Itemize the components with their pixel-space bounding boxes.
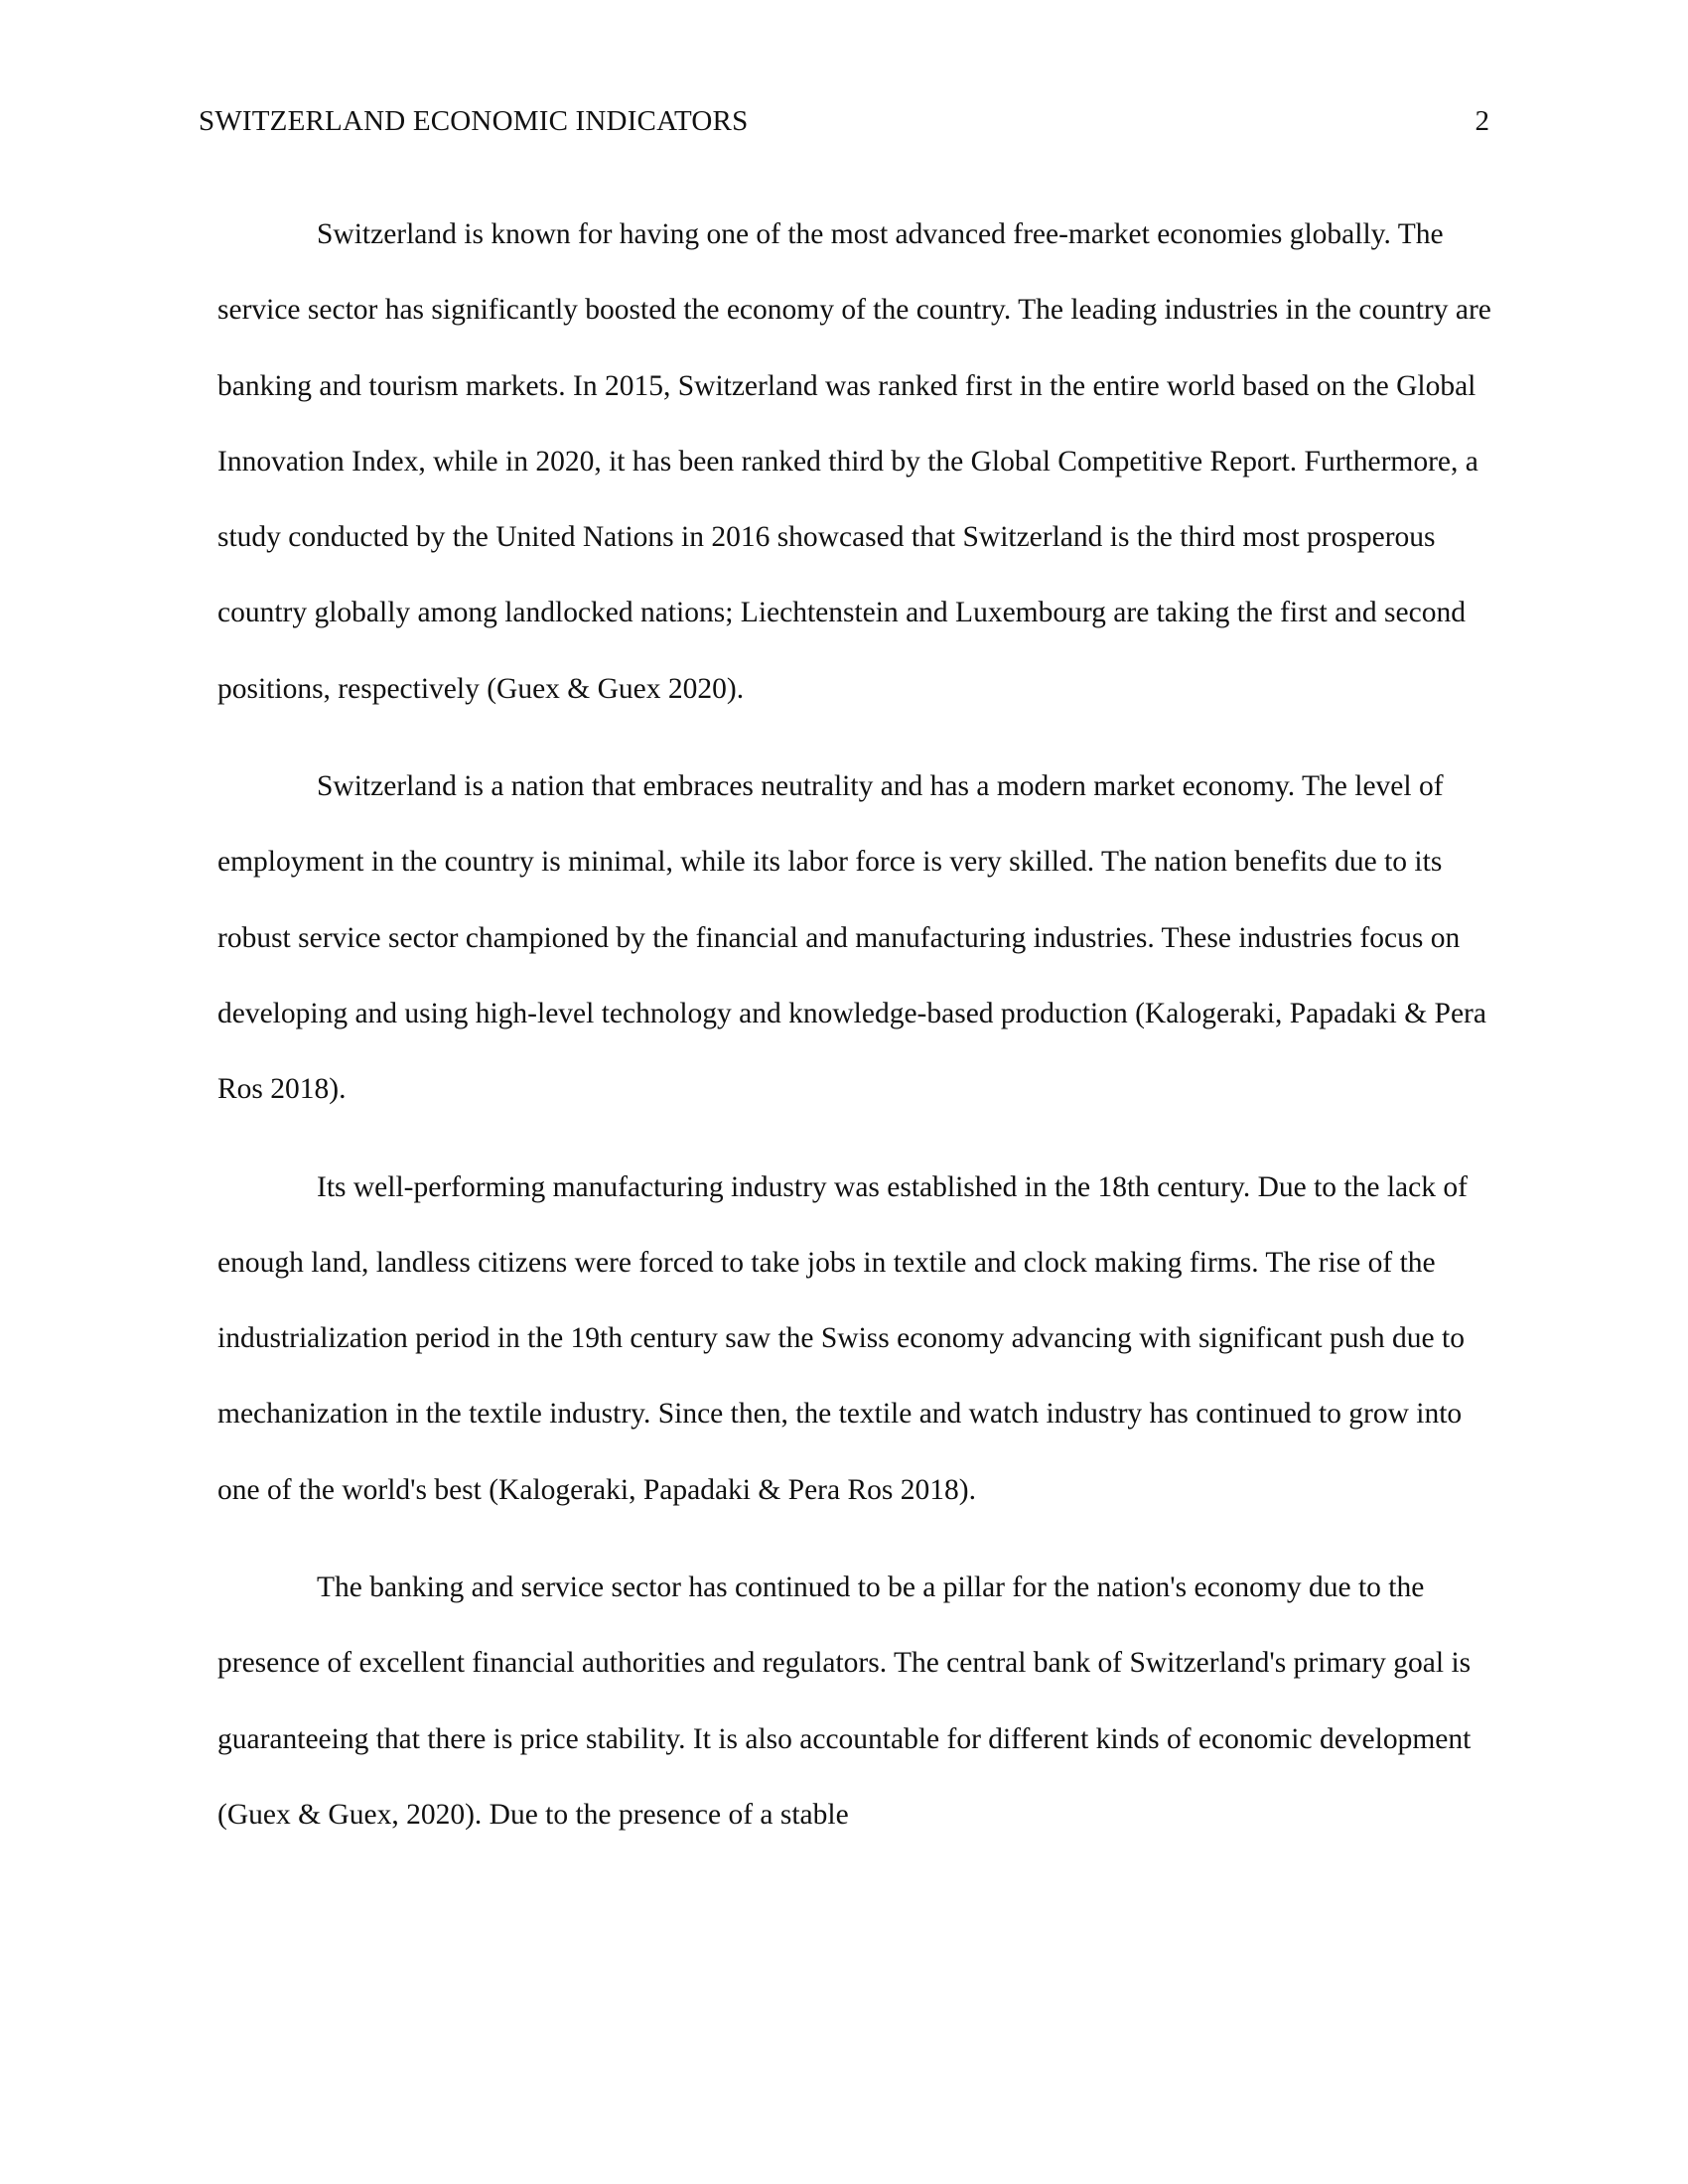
paragraph-market-economy: Switzerland is a nation that embraces neutrality and has a modern market economy. The level of employment in the country is minimal, while its labor force is very skilled. The nation benefits due to its robust service sector championed by the financial and manufacturing industries. These industries focus on developing and using high-level technology and knowledge-based production (Kalogeraki, Papadaki & Pera Ros 2018).	[217, 770, 1486, 1106]
document-body	[217, 197, 1500, 1874]
paragraph-economy-overview: Switzerland is known for having one of the most advanced free-market economies globally. The service sector has significantly boosted the economy of the country. The leading industries in the country are banking and tourism markets. In 2015, Switzerland was ranked first in the entire world based on the Global Innovation Index, while in 2020, it has been ranked third by the Global Competitive Report. Furthermore, a study conducted by the United Nations in 2016 showcased that Switzerland is the third most prosperous country globally among landlocked nations; Liechtenstein and Luxembourg are taking the first and second positions, respectively (Guex & Guex 2020).	[217, 218, 1491, 705]
running-head	[199, 99, 1489, 143]
paragraph-banking-sector: The banking and service sector has continued to be a pillar for the nation's economy due to the presence of excellent financial authorities and regulators. The central bank of Switzerland's primary goal is guaranteeing that there is price stability. It is also accountable for different kinds of economic development (Guex & Guex, 2020). Due to the presence of a stable	[217, 1571, 1472, 1831]
running-head-title: SWITZERLAND ECONOMIC INDICATORS	[199, 105, 749, 137]
page-number: 2	[1475, 105, 1489, 137]
paragraph-manufacturing-history: Its well-performing manufacturing industry was established in the 18th century. Due to the lack of enough land, landless citizens were forced to take jobs in textile and clock making firms. The rise of the industrialization period in the 19th century saw the Swiss economy advancing with significant push due to mechanization in the textile industry. Since then, the textile and watch industry has continued to grow into one of the world's best (Kalogeraki, Papadaki & Pera Ros 2018).	[217, 1170, 1468, 1506]
